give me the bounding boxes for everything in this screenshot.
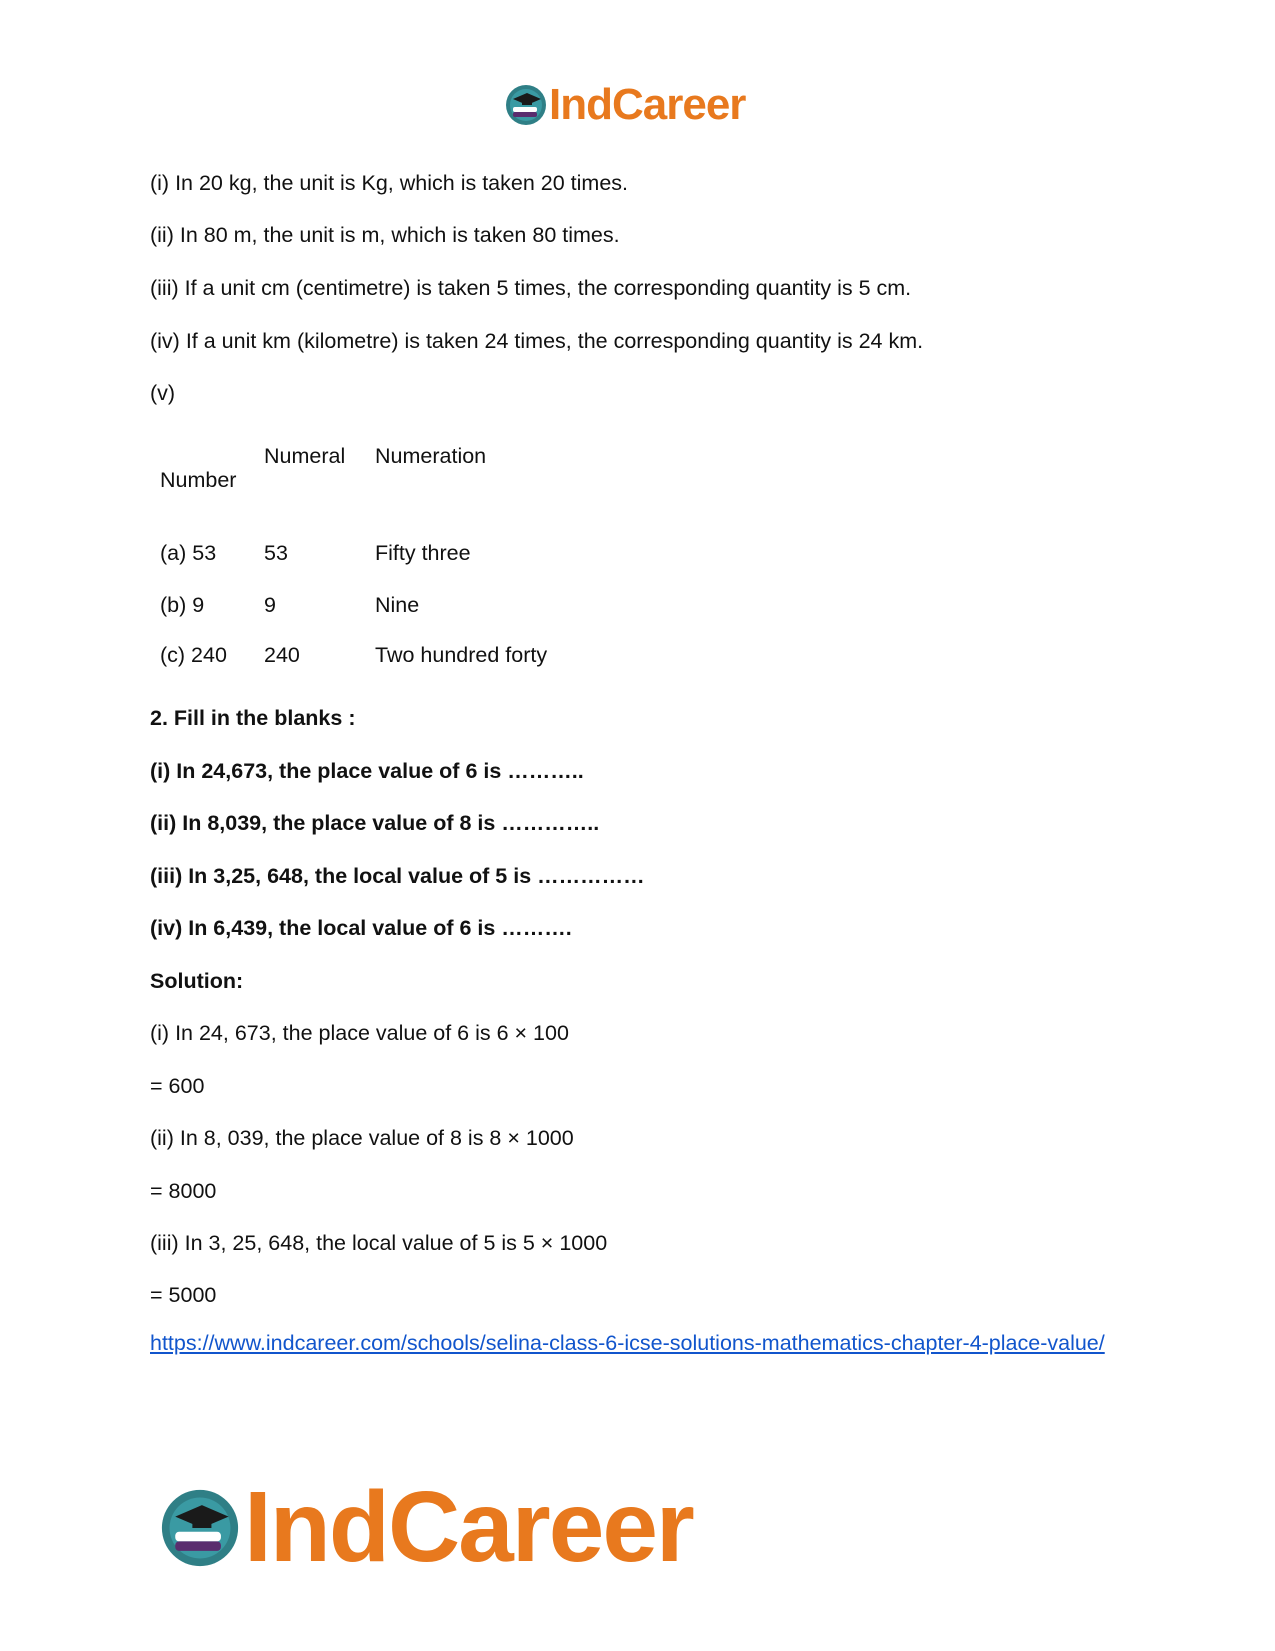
solution-heading: Solution: — [150, 969, 244, 993]
table-cell: Fifty three — [375, 541, 471, 565]
question-2-iv: (iv) In 6,439, the local value of 6 is ………. — [150, 916, 572, 940]
question-2-iii: (iii) In 3,25, 648, the local value of 5 is …………… — [150, 864, 645, 888]
brand-name: IndCareer — [549, 80, 746, 129]
question-2-title: 2. Fill in the blanks : — [150, 706, 356, 730]
solution-line: (ii) In 8, 039, the place value of 8 is 8 × 1000 — [150, 1126, 574, 1150]
solution-line: = 600 — [150, 1074, 205, 1098]
graduation-book-icon — [160, 1488, 240, 1568]
answer-i: (i) In 20 kg, the unit is Kg, which is taken 20 times. — [150, 171, 628, 195]
source-link[interactable]: https://www.indcareer.com/schools/selina-class-6-icse-solutions-mathematics-chapter-4-place-value/ — [150, 1331, 1105, 1355]
answer-iv: (iv) If a unit km (kilometre) is taken 24 times, the corresponding quantity is 24 km. — [150, 329, 924, 353]
brand-name: IndCareer — [244, 1471, 693, 1583]
table-cell: Nine — [375, 593, 420, 617]
footer-logo — [160, 1470, 693, 1585]
solution-line: = 8000 — [150, 1179, 217, 1203]
question-2-i: (i) In 24,673, the place value of 6 is ……….. — [150, 759, 584, 783]
answer-iii: (iii) If a unit cm (centimetre) is taken 5 times, the corresponding quantity is 5 cm. — [150, 276, 912, 300]
table-header-numeral: Numeral — [264, 444, 346, 468]
table-header-numeration: Numeration — [375, 444, 487, 468]
table-cell: 53 — [264, 541, 288, 565]
table-cell: (c) 240 — [160, 643, 227, 667]
table-cell: 9 — [264, 593, 276, 617]
table-cell: Two hundred forty — [375, 643, 548, 667]
solution-line: (iii) In 3, 25, 648, the local value of 5 is 5 × 1000 — [150, 1231, 608, 1255]
answer-v: (v) — [150, 381, 176, 405]
table-header-number: Number — [160, 468, 237, 492]
solution-line: (i) In 24, 673, the place value of 6 is 6 × 100 — [150, 1021, 569, 1045]
question-2-ii: (ii) In 8,039, the place value of 8 is ………….. — [150, 811, 600, 835]
solution-line: = 5000 — [150, 1283, 217, 1307]
table-cell: 240 — [264, 643, 300, 667]
header-logo — [505, 80, 745, 130]
table-cell: (b) 9 — [160, 593, 205, 617]
answer-ii: (ii) In 80 m, the unit is m, which is taken 80 times. — [150, 223, 620, 247]
graduation-book-icon — [505, 84, 547, 126]
table-cell: (a) 53 — [160, 541, 217, 565]
